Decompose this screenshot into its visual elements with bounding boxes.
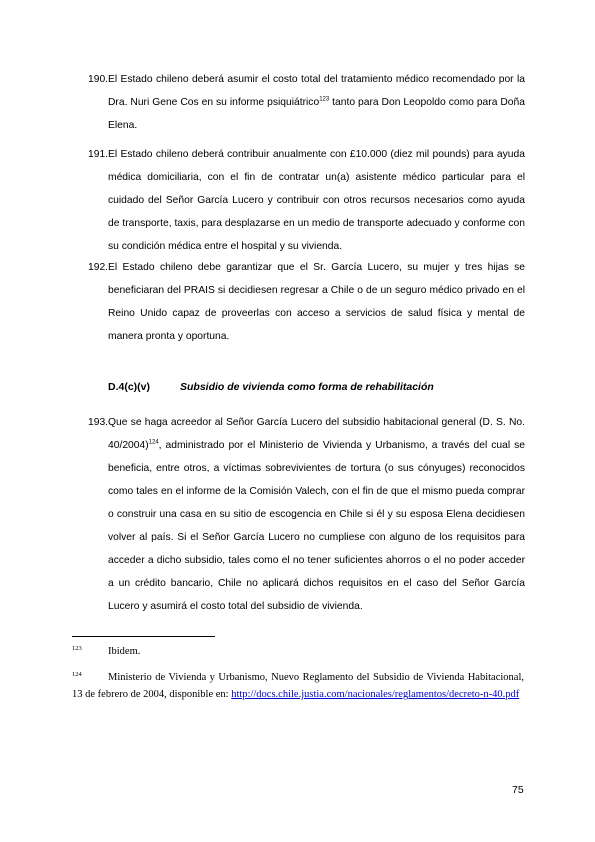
footnote-number: 124 [72,671,82,678]
paragraph-192 [88,256,525,348]
paragraph-text-part: tanto para Don Leopoldo como para Doña Elena. [108,97,525,131]
footnote-link[interactable]: http://docs.chile.justia.com/nacionales/reglamentos/decreto-n-40.pdf [231,689,520,700]
footnote-ref[interactable]: 124 [148,439,159,446]
paragraph-190 [88,68,525,137]
paragraph-number: 193. [88,417,109,428]
footnote-text: Ibidem. [108,646,141,657]
footnote-text [72,669,524,703]
paragraph-text-part: El Estado chileno deberá asumir el costo total del tratamiento médico recomendado por la Dra. Nuri Gene Cos en su informe psiquiátrico [108,74,525,108]
paragraph-191 [88,143,525,258]
section-heading [108,381,434,393]
paragraph-number: 190. [88,74,109,85]
footnote-124 [72,669,524,703]
paragraph-text [108,68,525,137]
footnote-number: 123 [72,645,82,652]
paragraph-text-part: Que se haga acreedor al Señor García Lucero del subsidio habitacional general (D. S. No. 40/2004) [108,417,525,451]
footnote-123 [72,643,524,660]
section-title: Subsidio de vivienda como forma de rehabilitación [180,381,434,393]
page-number: 75 [512,784,524,796]
paragraph-number: 191. [88,149,109,160]
paragraph-text-part: , administrado por el Ministerio de Vivienda y Urbanismo, a través del cual se beneficia, entre otros, a víctimas sobrevivientes de tortura (o sus cónyuges) reconocidos como tales en el informe de la Comisión Valech, con el fin de que el mismo pueda comprar o construir una casa en su sitio de escogencia en Chile si él y su esposa Elena decidiesen volver al país. Si el Señor García Lucero no cumpliese con alguno de los requisitos para acceder a dicho subsidio, tales como el no tener suficientes ahorros o el no poder acceder a un crédito bancario, Chile no aplicará dichos requisitos en el caso del Señor García Lucero y asumirá el costo total del subsidio de vivienda. [108,440,525,612]
paragraph-text [108,411,525,618]
paragraph-text: El Estado chileno debe garantizar que el Sr. García Lucero, su mujer y tres hijas se beneficiaran del PRAIS si decidiesen regresar a Chile o de un seguro médico privado en el Reino Unido capaz de proveerlas con acceso a servicios de salud física y mental de manera pronta y oportuna. [108,262,525,342]
footnote-divider [72,636,215,637]
paragraph-text: El Estado chileno deberá contribuir anualmente con £10.000 (diez mil pounds) para ayuda médica domiciliaria, con el fin de contratar un(a) asistente médico particular para el cuidado del Señor García Lucero y contribuir con otros recursos necesarios como ayuda de transporte, taxis, para desplazarse en un medio de transporte adecuado y conforme con su condición médica entre el hospital y su vivienda. [108,149,525,252]
paragraph-193 [88,411,525,618]
paragraph-number: 192. [88,262,109,273]
section-number: D.4(c)(v) [108,381,151,393]
footnote-text-part: Ministerio de Vivienda y Urbanismo, Nuevo Reglamento del Subsidio de Vivienda Habitacional, 13 de febrero de 2004, disponible en: [72,672,524,700]
footnote-ref[interactable]: 123 [319,96,330,103]
